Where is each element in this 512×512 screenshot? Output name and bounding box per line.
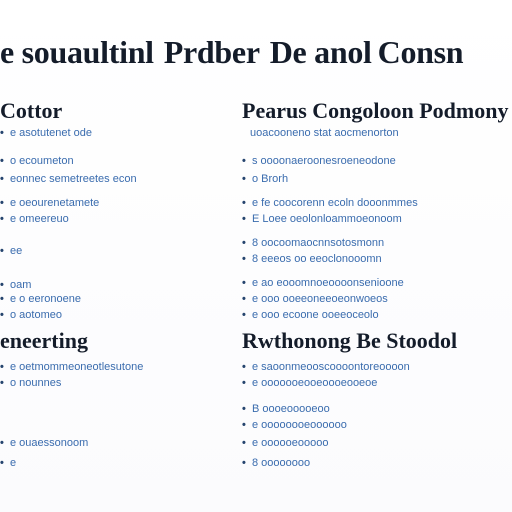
bullet: •	[242, 197, 246, 209]
list-item: • o ecoumeton	[0, 155, 74, 167]
bullet: •	[0, 155, 4, 167]
bullet: •	[0, 361, 4, 373]
bullet: •	[0, 377, 4, 389]
bullet: •	[242, 293, 246, 305]
list-item: • e ooooooeooeoooeooeoe	[242, 377, 378, 389]
title-word-2: Prdber	[163, 34, 260, 70]
list-item: • e asotutenet ode	[0, 127, 92, 139]
bullet: •	[242, 213, 246, 225]
bullet: •	[242, 377, 246, 389]
list-item: • o nounnes	[0, 377, 62, 389]
bullet: •	[0, 173, 4, 185]
list-item: • e ooo ecoone ooeeoceolo	[242, 309, 379, 321]
title-word-1: e souaultinl	[0, 34, 154, 70]
list-item: • ee	[0, 245, 23, 257]
list-item: • oam	[0, 279, 32, 291]
bullet: •	[242, 173, 246, 185]
left-section-heading-1: Cottor	[0, 98, 63, 123]
bullet: •	[0, 437, 4, 449]
list-item: • o aotomeo	[0, 309, 62, 321]
list-item: • 8 oooooooo	[242, 457, 311, 469]
list-item: uoacooneno stat aocmenorton	[250, 127, 399, 139]
bullet: •	[242, 437, 246, 449]
list-item: • 8 oocoomaocnnsotosmonn	[242, 237, 385, 249]
left-column	[0, 98, 228, 498]
bullet: •	[0, 245, 4, 257]
bullet: •	[242, 457, 246, 469]
right-column	[242, 98, 510, 498]
bullet: •	[242, 361, 246, 373]
list-item: • e oooooeooooo	[242, 437, 329, 449]
list-item: • e saoonmeooscoooontoreoooon	[242, 361, 410, 373]
bullet: •	[242, 155, 246, 167]
document-title	[0, 34, 512, 71]
bullet: •	[0, 309, 4, 321]
bullet: •	[242, 277, 246, 289]
bullet: •	[0, 213, 4, 225]
list-item: • e oeourenetamete	[0, 197, 100, 209]
list-item: • e oetmommeoneotlesutone	[0, 361, 144, 373]
bullet: •	[242, 309, 246, 321]
left-section-heading-2: eneerting	[0, 328, 88, 353]
right-section-heading-1: Pearus Congoloon Podmony	[242, 98, 509, 123]
bullet: •	[0, 457, 4, 469]
list-item: • e ouaessonoom	[0, 437, 89, 449]
list-item: • e ooo ooeeoneeoeonwoeos	[242, 293, 388, 305]
bullet: •	[242, 253, 246, 265]
list-item: • s oooonaeroonesroeneodone	[242, 155, 396, 167]
list-item: • e	[0, 457, 17, 469]
list-item: • E Loee oeolonloammoeonoom	[242, 213, 402, 225]
list-item: • B oooeooooeoo	[242, 403, 330, 415]
list-item: • e fe coocorenn ecoln dooonmmes	[242, 197, 418, 209]
list-item: • eonnec semetreetes econ	[0, 173, 137, 185]
bullet: •	[0, 127, 4, 139]
right-section-heading-2: Rwthonong Be Stoodol	[242, 328, 458, 353]
title-word-3: De anol	[269, 34, 372, 70]
bullet: •	[242, 237, 246, 249]
list-item: • o Brorh	[242, 173, 289, 185]
list-item: • e omeereuo	[0, 213, 69, 225]
list-item: • e oooooooeoooooo	[242, 419, 347, 431]
list-item: • 8 eeeos oo eeoclonooomn	[242, 253, 382, 265]
bullet: •	[0, 279, 4, 291]
title-word-4: Consn	[377, 34, 464, 70]
list-item: • e o eeronoene	[0, 293, 81, 305]
bullet: •	[0, 293, 4, 305]
bullet: •	[242, 403, 246, 415]
bullet: •	[0, 197, 4, 209]
bullet: •	[242, 419, 246, 431]
list-item: • e ao eooomnoeoooonsenioone	[242, 277, 404, 289]
